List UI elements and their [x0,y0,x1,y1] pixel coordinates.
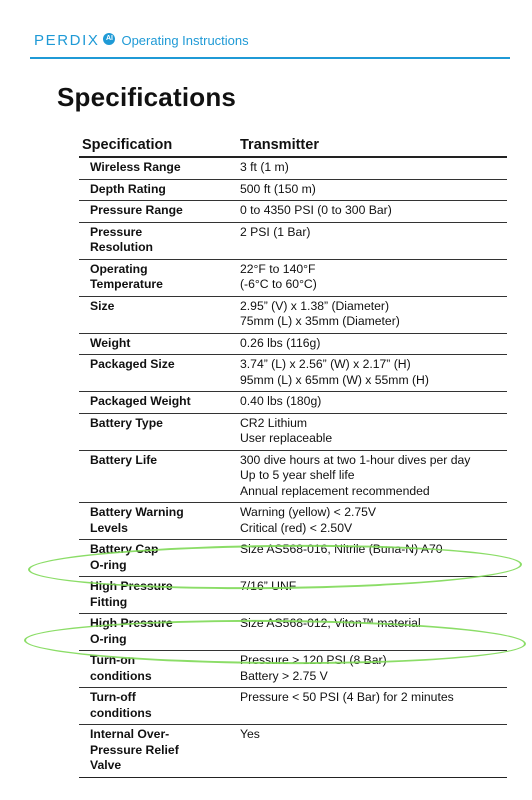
spec-label-line: Levels [90,520,128,535]
spec-value [236,688,507,725]
table-row [79,450,507,503]
table-row [79,201,507,223]
spec-label-line: Packaged Weight [90,394,191,408]
spec-value [236,450,507,503]
spec-label-line: Fitting [90,594,128,609]
spec-value [236,503,507,540]
spec-label-line: Resolution [90,240,153,254]
spec-label-line: Operating [90,261,148,276]
spec-label-line: Packaged Size [90,357,175,371]
spec-value-line: 300 dive hours at two 1-hour dives per day [240,452,471,467]
spec-value [236,614,507,651]
page-title: Specifications [57,82,237,112]
specifications-table-body [79,157,507,777]
spec-label-line: conditions [90,705,152,720]
spec-value [236,577,507,614]
spec-value-line: Pressure > 120 PSI (8 Bar) [240,653,387,667]
table-row [79,614,507,651]
column-header-specification: Specification [79,133,236,157]
spec-label-line: Battery Warning [90,505,184,519]
brand-ai-badge: AI [103,33,115,45]
table-row [79,179,507,201]
spec-label-line: Battery Cap [90,542,159,556]
spec-value-line: User replaceable [240,431,333,445]
spec-value-line: 22°F to 140°F [240,261,316,276]
spec-value [236,222,507,259]
table-row [79,296,507,333]
spec-label [79,259,236,296]
table-row [79,725,507,778]
spec-label [79,201,236,223]
document-header [34,28,249,52]
spec-label-line: conditions [90,668,152,683]
spec-label-line: Pressure Range [90,203,183,217]
spec-label-line: Turn-on [90,653,136,667]
spec-label-line: Internal Over- [90,727,170,741]
spec-value-line: 3 ft (1 m) [240,160,289,174]
table-row [79,355,507,392]
spec-label-line: High Pressure [90,579,173,593]
table-row [79,688,507,725]
spec-value-line: Up to 5 year shelf life [240,468,355,482]
spec-value-line: 500 ft (150 m) [240,181,316,196]
table-row [79,333,507,355]
table-row [79,259,507,296]
table-row [79,540,507,577]
spec-label-line: Size [90,298,115,313]
spec-value-line: Critical (red) < 2.50V [240,520,353,535]
spec-value [236,201,507,223]
table-row [79,157,507,179]
spec-label-line: High Pressure [90,616,173,630]
table-row [79,413,507,450]
spec-label [79,651,236,688]
spec-value-line: 0 to 4350 PSI (0 to 300 Bar) [240,203,392,217]
spec-label [79,157,236,179]
spec-value [236,296,507,333]
spec-value [236,651,507,688]
spec-label [79,614,236,651]
spec-label-line: Battery Type [90,415,163,430]
table-row [79,503,507,540]
spec-value-line: 2.95” (V) x 1.38” (Diameter) [240,298,389,313]
table-row [79,651,507,688]
spec-value-line: Warning (yellow) < 2.75V [240,505,377,519]
spec-label [79,355,236,392]
header-subtitle: Operating Instructions [121,32,249,48]
spec-label [79,577,236,614]
table-header-row [79,133,507,157]
spec-value [236,179,507,201]
spec-label [79,333,236,355]
table-row [79,577,507,614]
spec-value-line: 0.26 lbs (116g) [240,335,321,350]
spec-label-line: Pressure [90,224,143,239]
spec-label [79,540,236,577]
spec-label-line: Wireless Range [90,160,181,174]
spec-label [79,392,236,414]
spec-value [236,355,507,392]
spec-value [236,259,507,296]
spec-value-line: Battery > 2.75 V [240,668,328,683]
spec-value-line: 75mm (L) x 35mm (Diameter) [240,314,400,328]
table-row [79,392,507,414]
spec-label-line: Depth Rating [90,181,166,196]
spec-label-line: Battery Life [90,452,158,467]
spec-value-line: Annual replacement recommended [240,483,430,498]
spec-value-line: Size AS568-012, Viton™ material [240,616,421,630]
header-divider [30,57,510,59]
spec-label [79,222,236,259]
spec-label-line: Temperature [90,277,163,291]
spec-value [236,540,507,577]
spec-label-line: Pressure Relief [90,742,179,757]
brand-name: PERDIX [34,31,100,49]
spec-value [236,392,507,414]
spec-value-line: 95mm (L) x 65mm (W) x 55mm (H) [240,372,429,387]
spec-label [79,296,236,333]
spec-value-line: Pressure < 50 PSI (4 Bar) for 2 minutes [240,690,454,704]
spec-label-line: Turn-off [90,690,136,704]
spec-label [79,450,236,503]
spec-value-line: 7/16” UNF [240,579,297,593]
spec-label-line: Weight [90,335,131,350]
spec-value-line: (-6°C to 60°C) [240,277,317,291]
table-row [79,222,507,259]
spec-value [236,725,507,778]
spec-label [79,179,236,201]
specifications-table [79,133,507,778]
spec-value-line: 0.40 lbs (180g) [240,394,322,408]
spec-value [236,157,507,179]
spec-value-line: CR2 Lithium [240,415,308,430]
spec-value-line: Yes [240,727,260,741]
column-header-transmitter: Transmitter [236,133,507,157]
spec-label [79,413,236,450]
spec-label [79,688,236,725]
spec-value-line: Size AS568-016, Nitrile (Buna-N) A70 [240,542,443,556]
spec-label-line: Valve [90,758,122,772]
spec-value-line: 2 PSI (1 Bar) [240,224,311,239]
spec-value-line: 3.74” (L) x 2.56” (W) x 2.17” (H) [240,357,411,371]
spec-value [236,333,507,355]
spec-label-line: O-ring [90,557,127,572]
spec-label [79,725,236,778]
spec-label [79,503,236,540]
spec-label-line: O-ring [90,631,127,646]
spec-value [236,413,507,450]
